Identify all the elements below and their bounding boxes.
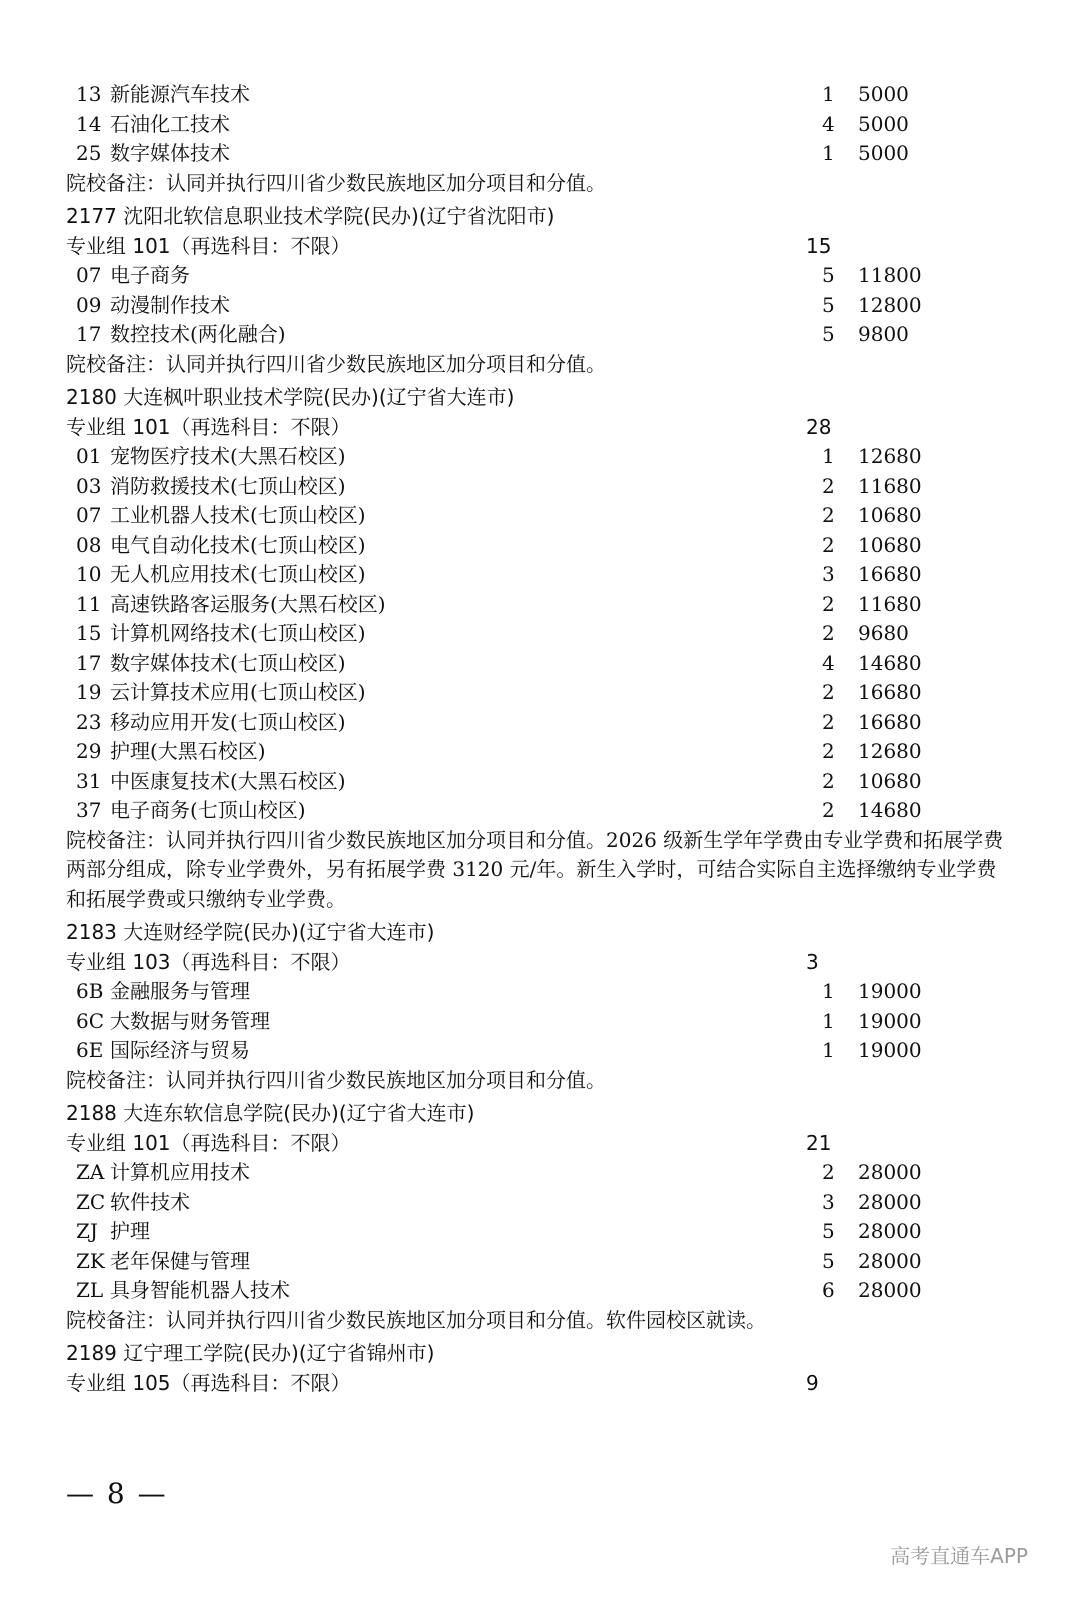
major-code: 29 (76, 739, 102, 763)
major-fee: 9680 (858, 621, 909, 645)
major-fee: 16680 (858, 680, 922, 704)
major-count: 5 (822, 292, 835, 317)
major-count: 2 (822, 798, 835, 822)
major-count: 5 (822, 263, 835, 287)
major-group-row (0, 948, 1080, 978)
major-row (0, 1217, 1080, 1247)
major-name: 石油化工技术 (110, 111, 230, 136)
page-number: — 8 — (66, 1477, 168, 1510)
major-name: 金融服务与管理 (110, 979, 250, 1003)
major-code: 19 (76, 680, 102, 704)
major-name: 动漫制作技术 (110, 292, 230, 317)
note-label: 院校备注： (66, 1307, 166, 1332)
major-code: 14 (76, 111, 102, 136)
college-header: 2180 大连枫叶职业技术学院(民办)(辽宁省大连市) (66, 385, 515, 409)
major-code: 07 (76, 263, 102, 287)
major-fee: 19000 (858, 979, 922, 1003)
major-name: 高速铁路客运服务(大黑石校区) (110, 591, 386, 616)
college-header: 2188 大连东软信息学院(民办)(辽宁省大连市) (66, 1101, 475, 1125)
major-row (0, 1007, 1080, 1037)
major-row (0, 139, 1080, 169)
major-row (0, 1188, 1080, 1218)
major-row (0, 560, 1080, 590)
major-count: 2 (822, 621, 835, 645)
major-count: 3 (822, 1189, 835, 1214)
document-page (0, 80, 1080, 1398)
major-fee: 28000 (858, 1278, 922, 1302)
major-row (0, 678, 1080, 708)
major-row (0, 977, 1080, 1007)
major-group-row (0, 1369, 1080, 1399)
major-fee: 5000 (858, 141, 909, 165)
major-fee: 10680 (858, 532, 922, 557)
major-count: 2 (822, 591, 835, 616)
major-group-row (0, 232, 1080, 262)
major-count: 4 (822, 111, 835, 136)
group-name: 专业组 101（再选科目：不限） (66, 1130, 351, 1155)
group-name: 专业组 101（再选科目：不限） (66, 414, 351, 439)
major-code: 6E (76, 1038, 104, 1062)
major-row (0, 1036, 1080, 1066)
major-count: 3 (822, 562, 835, 586)
major-count: 4 (822, 650, 835, 675)
major-code: 13 (76, 82, 102, 106)
major-name: 计算机网络技术(七顶山校区) (110, 621, 366, 645)
major-count: 2 (822, 768, 835, 793)
college-section (0, 1099, 1080, 1335)
major-count: 5 (822, 1219, 835, 1243)
major-code: ZA (76, 1160, 105, 1184)
major-fee: 14680 (858, 650, 922, 675)
major-name: 数字媒体技术(七顶山校区) (110, 650, 346, 675)
college-list (0, 202, 1080, 1398)
group-count: 3 (806, 949, 819, 974)
note-label: 院校备注： (66, 827, 166, 852)
note-text: 认同并执行四川省少数民族地区加分项目和分值。 (166, 170, 606, 195)
major-row (0, 80, 1080, 110)
college-header: 2189 辽宁理工学院(民办)(辽宁省锦州市) (66, 1341, 435, 1365)
group-count: 21 (806, 1130, 832, 1155)
major-name: 数字媒体技术 (110, 141, 230, 165)
major-name: 宠物医疗技术(大黑石校区) (110, 444, 346, 468)
major-count: 1 (822, 141, 835, 165)
major-name: 工业机器人技术(七顶山校区) (110, 503, 366, 527)
major-fee: 5000 (858, 111, 909, 136)
major-fee: 11680 (858, 473, 922, 498)
college-header: 2177 沈阳北软信息职业技术学院(民办)(辽宁省沈阳市) (66, 204, 555, 228)
college-note (0, 169, 1006, 199)
major-code: ZJ (76, 1219, 98, 1243)
major-count: 2 (822, 709, 835, 734)
major-code: 17 (76, 322, 102, 346)
major-row (0, 796, 1080, 826)
major-row (0, 590, 1080, 620)
college-note (0, 826, 1006, 915)
major-code: 08 (76, 532, 102, 557)
major-row (0, 1247, 1080, 1277)
group-name: 专业组 101（再选科目：不限） (66, 233, 351, 258)
major-name: 老年保健与管理 (110, 1248, 250, 1273)
major-code: 23 (76, 709, 102, 734)
college-section (0, 383, 1080, 914)
group-name: 专业组 103（再选科目：不限） (66, 949, 351, 974)
major-row (0, 531, 1080, 561)
major-fee: 11680 (858, 591, 922, 616)
watermark: 高考直通车APP (890, 1544, 1028, 1568)
college-note (0, 1306, 1006, 1336)
major-name: 数控技术(两化融合) (110, 322, 286, 346)
major-name: 电子商务(七顶山校区) (110, 798, 306, 822)
major-code: ZL (76, 1278, 104, 1302)
major-row (0, 501, 1080, 531)
major-name: 消防救援技术(七顶山校区) (110, 473, 346, 498)
note-text: 认同并执行四川省少数民族地区加分项目和分值。 (166, 351, 606, 376)
major-name: 软件技术 (110, 1189, 190, 1214)
major-row (0, 708, 1080, 738)
major-fee: 28000 (858, 1219, 922, 1243)
major-group-row (0, 413, 1080, 443)
group-name: 专业组 105（再选科目：不限） (66, 1370, 351, 1395)
college-section (0, 202, 1080, 379)
major-code: ZC (76, 1189, 106, 1214)
major-fee: 19000 (858, 1038, 922, 1062)
major-row (0, 320, 1080, 350)
major-name: 电气自动化技术(七顶山校区) (110, 532, 366, 557)
major-row (0, 261, 1080, 291)
major-count: 6 (822, 1278, 835, 1302)
major-code: 25 (76, 141, 102, 165)
major-row (0, 767, 1080, 797)
college-note (0, 350, 1006, 380)
major-name: 计算机应用技术 (110, 1160, 250, 1184)
major-group-row (0, 1129, 1080, 1159)
major-code: 17 (76, 650, 102, 675)
major-code: 03 (76, 473, 102, 498)
major-name: 护理 (110, 1219, 150, 1243)
college-section (0, 918, 1080, 1095)
major-code: 11 (76, 591, 102, 616)
continued-college-section (0, 80, 1080, 198)
major-row (0, 110, 1080, 140)
major-code: 01 (76, 444, 102, 468)
major-row (0, 1276, 1080, 1306)
major-count: 5 (822, 1248, 835, 1273)
major-name: 大数据与财务管理 (110, 1008, 270, 1033)
major-count: 1 (822, 1038, 835, 1062)
major-count: 1 (822, 979, 835, 1003)
major-fee: 28000 (858, 1248, 922, 1273)
major-code: 6B (76, 979, 104, 1003)
major-fee: 16680 (858, 562, 922, 586)
major-code: 31 (76, 768, 102, 793)
major-name: 具身智能机器人技术 (110, 1278, 290, 1302)
major-count: 2 (822, 503, 835, 527)
major-name: 移动应用开发(七顶山校区) (110, 709, 346, 734)
major-count: 2 (822, 680, 835, 704)
major-row (0, 1158, 1080, 1188)
major-count: 2 (822, 532, 835, 557)
major-count: 2 (822, 1160, 835, 1184)
major-row (0, 619, 1080, 649)
major-count: 2 (822, 473, 835, 498)
major-name: 云计算技术应用(七顶山校区) (110, 680, 366, 704)
major-name: 护理(大黑石校区) (110, 739, 266, 763)
major-code: 07 (76, 503, 102, 527)
major-fee: 12680 (858, 739, 922, 763)
note-text: 认同并执行四川省少数民族地区加分项目和分值。软件园校区就读。 (166, 1307, 766, 1332)
major-fee: 19000 (858, 1008, 922, 1033)
major-count: 1 (822, 1008, 835, 1033)
major-count: 5 (822, 322, 835, 346)
major-code: 09 (76, 292, 102, 317)
major-count: 2 (822, 739, 835, 763)
major-row (0, 649, 1080, 679)
major-fee: 28000 (858, 1160, 922, 1184)
major-name: 电子商务 (110, 263, 190, 287)
major-fee: 9800 (858, 322, 909, 346)
major-name: 新能源汽车技术 (110, 82, 250, 106)
major-fee: 11800 (858, 263, 922, 287)
note-text: 认同并执行四川省少数民族地区加分项目和分值。2026 级新生学年学费由专业学费和拓展学费两部分组成，除专业学费外，另有拓展学费 3120 元/年。新生入学时，可结合实际自主选择缴纳专业学费和拓展学费或只缴纳专业学费。 (66, 827, 1004, 911)
major-name: 国际经济与贸易 (110, 1038, 250, 1062)
major-fee: 5000 (858, 82, 909, 106)
note-text: 认同并执行四川省少数民族地区加分项目和分值。 (166, 1067, 606, 1092)
major-row (0, 472, 1080, 502)
major-code: 15 (76, 621, 102, 645)
college-section (0, 1339, 1080, 1398)
major-code: 37 (76, 798, 102, 822)
note-label: 院校备注： (66, 170, 166, 195)
major-fee: 10680 (858, 768, 922, 793)
major-code: ZK (76, 1248, 105, 1273)
major-fee: 28000 (858, 1189, 922, 1214)
major-fee: 10680 (858, 503, 922, 527)
group-count: 28 (806, 414, 832, 439)
major-count: 1 (822, 82, 835, 106)
note-label: 院校备注： (66, 1067, 166, 1092)
major-row (0, 737, 1080, 767)
major-code: 6C (76, 1008, 105, 1033)
major-fee: 16680 (858, 709, 922, 734)
college-header: 2183 大连财经学院(民办)(辽宁省大连市) (66, 920, 435, 944)
group-count: 15 (806, 233, 832, 258)
major-name: 中医康复技术(大黑石校区) (110, 768, 346, 793)
major-name: 无人机应用技术(七顶山校区) (110, 562, 366, 586)
major-code: 10 (76, 562, 102, 586)
major-row (0, 291, 1080, 321)
major-fee: 12800 (858, 292, 922, 317)
note-label: 院校备注： (66, 351, 166, 376)
major-row (0, 442, 1080, 472)
major-count: 1 (822, 444, 835, 468)
group-count: 9 (806, 1370, 819, 1395)
major-fee: 12680 (858, 444, 922, 468)
major-fee: 14680 (858, 798, 922, 822)
college-note (0, 1066, 1006, 1096)
